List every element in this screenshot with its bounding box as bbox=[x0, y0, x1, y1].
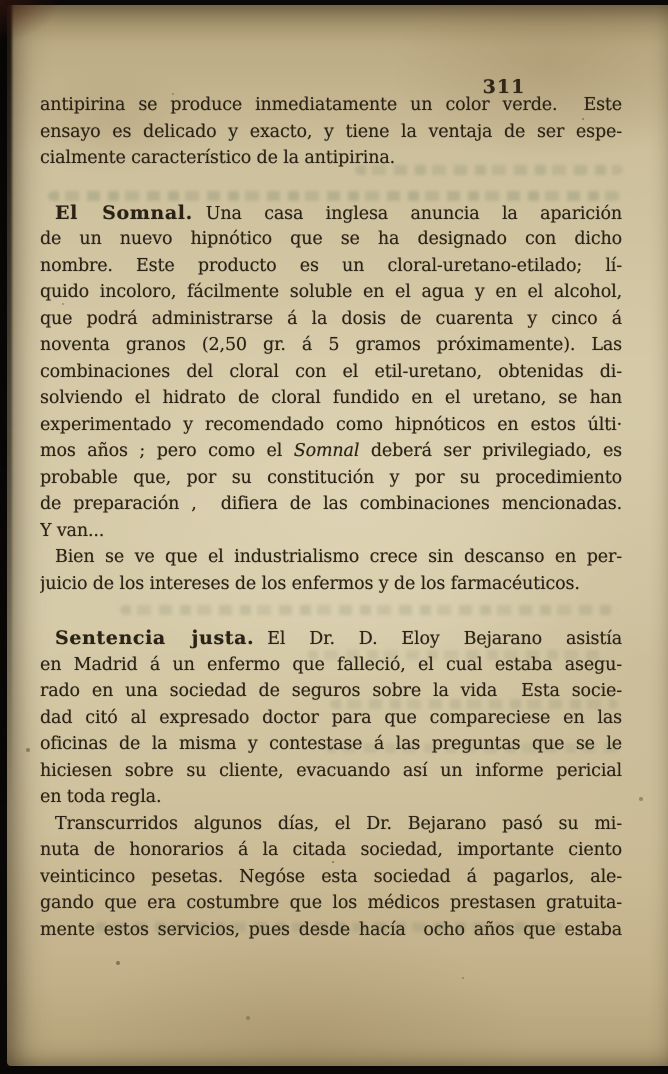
text-line bbox=[40, 145, 622, 172]
text-line bbox=[40, 279, 622, 306]
text-line bbox=[40, 92, 622, 119]
text-line bbox=[40, 917, 622, 944]
text-line bbox=[40, 306, 622, 333]
text-segment: experimentado y recomendado como hipnóticos en estos últi· bbox=[40, 414, 622, 435]
text-segment: que podrá administrarse á la dosis de cuarenta y cinco á bbox=[40, 308, 622, 329]
entry-heading: Sentencia justa. bbox=[55, 627, 255, 649]
text-line bbox=[40, 731, 622, 758]
text-segment: veinticinco pesetas. Negóse esta sociedad á pagarlos, ale- bbox=[40, 866, 622, 887]
text-segment: oficinas de la misma y contestase á las preguntas que se le bbox=[40, 734, 622, 754]
text-line bbox=[40, 385, 622, 412]
text-segment: El Dr. D. Eloy Bejarano asistía bbox=[267, 629, 622, 649]
text-segment: Transcurridos algunos días, el Dr. Bejarano pasó su mi- bbox=[55, 813, 622, 834]
text-segment: deberá ser privilegiado, es bbox=[359, 441, 622, 461]
text-line bbox=[40, 465, 622, 492]
text-segment: dad citó al expresado doctor para que compareciese en las bbox=[40, 707, 622, 728]
paper-specks bbox=[7, 5, 9, 7]
text-segment: ensayo es delicado y exacto, y tiene la ventaja de ser espe- bbox=[40, 121, 622, 142]
text-segment: de un nuevo hipnótico que se ha designado con dicho bbox=[40, 229, 622, 249]
text-segment: de preparación , difiera de las combinaciones mencionadas. bbox=[40, 494, 622, 514]
text-line bbox=[40, 678, 622, 705]
paragraph bbox=[40, 200, 622, 545]
text-segment: antipirina se produce inmediatamente un color verde. Este bbox=[40, 95, 622, 115]
text-segment: combinaciones del cloral con el etil-uretano, obtenidas di- bbox=[40, 361, 622, 382]
paragraph bbox=[40, 811, 622, 944]
paragraph bbox=[40, 92, 622, 172]
text-segment: Somnal bbox=[293, 441, 360, 461]
text-line bbox=[40, 890, 622, 917]
text-segment: en Madrid á un enfermo que falleció, el cual estaba asegu- bbox=[40, 654, 622, 675]
text-segment: quido incoloro, fácilmente soluble en el agua y en el alcohol, bbox=[40, 282, 622, 302]
text-line bbox=[40, 837, 622, 864]
text-segment: Una casa inglesa anuncia la aparición bbox=[205, 203, 622, 224]
text-segment: noventa granos (2,50 gr. á 5 gramos próximamente). Las bbox=[40, 335, 622, 355]
entry-heading: El Somnal. bbox=[55, 201, 193, 224]
text-line bbox=[40, 571, 622, 598]
text-line bbox=[40, 226, 622, 253]
text-segment: cialmente característico de la antipirina. bbox=[40, 148, 396, 168]
text-segment: Y van... bbox=[40, 520, 105, 541]
paragraph bbox=[40, 625, 622, 811]
text-line bbox=[40, 518, 622, 545]
text-segment: juicio de los intereses de los enfermos y de los farmacéuticos. bbox=[40, 573, 580, 594]
page-number: 311 bbox=[482, 76, 526, 98]
text-line bbox=[40, 705, 622, 732]
text-line bbox=[40, 332, 622, 359]
text-segment: mente estos servicios, pues desde hacía ocho años que estaba bbox=[40, 919, 622, 940]
text-line bbox=[40, 438, 622, 465]
text-segment: nombre. Este producto es un cloral-uretano-etilado; lí- bbox=[40, 255, 622, 276]
text-line bbox=[40, 412, 622, 439]
text-line bbox=[40, 784, 622, 811]
page-text bbox=[40, 92, 622, 943]
text-segment: nuta de honorarios á la citada sociedad, importante ciento bbox=[40, 840, 622, 860]
text-line bbox=[40, 625, 622, 652]
text-line bbox=[40, 253, 622, 280]
text-line bbox=[40, 359, 622, 386]
text-line bbox=[40, 491, 622, 518]
text-line bbox=[40, 652, 622, 679]
text-segment: gando que era costumbre que los médicos prestasen gratuita- bbox=[40, 893, 622, 913]
text-line bbox=[40, 864, 622, 891]
text-line bbox=[40, 811, 622, 838]
text-segment: solviendo el hidrato de cloral fundido en el uretano, se han bbox=[40, 388, 622, 408]
text-segment: en toda regla. bbox=[40, 787, 162, 807]
text-line bbox=[40, 119, 622, 146]
text-segment: mos años ; pero como el bbox=[40, 441, 294, 461]
text-segment: probable que, por su constitución y por su procedimiento bbox=[40, 467, 622, 488]
text-line bbox=[40, 200, 622, 227]
paragraph bbox=[40, 544, 622, 597]
text-segment: Bien se ve que el industrialismo crece sin descanso en per- bbox=[55, 547, 622, 567]
text-line bbox=[40, 544, 622, 571]
book-page bbox=[7, 5, 668, 1066]
text-segment: hiciesen sobre su cliente, evacuando así un informe pericial bbox=[40, 760, 622, 781]
text-segment: rado en una sociedad de seguros sobre la vida Esta socie- bbox=[40, 681, 622, 701]
text-line bbox=[40, 758, 622, 785]
